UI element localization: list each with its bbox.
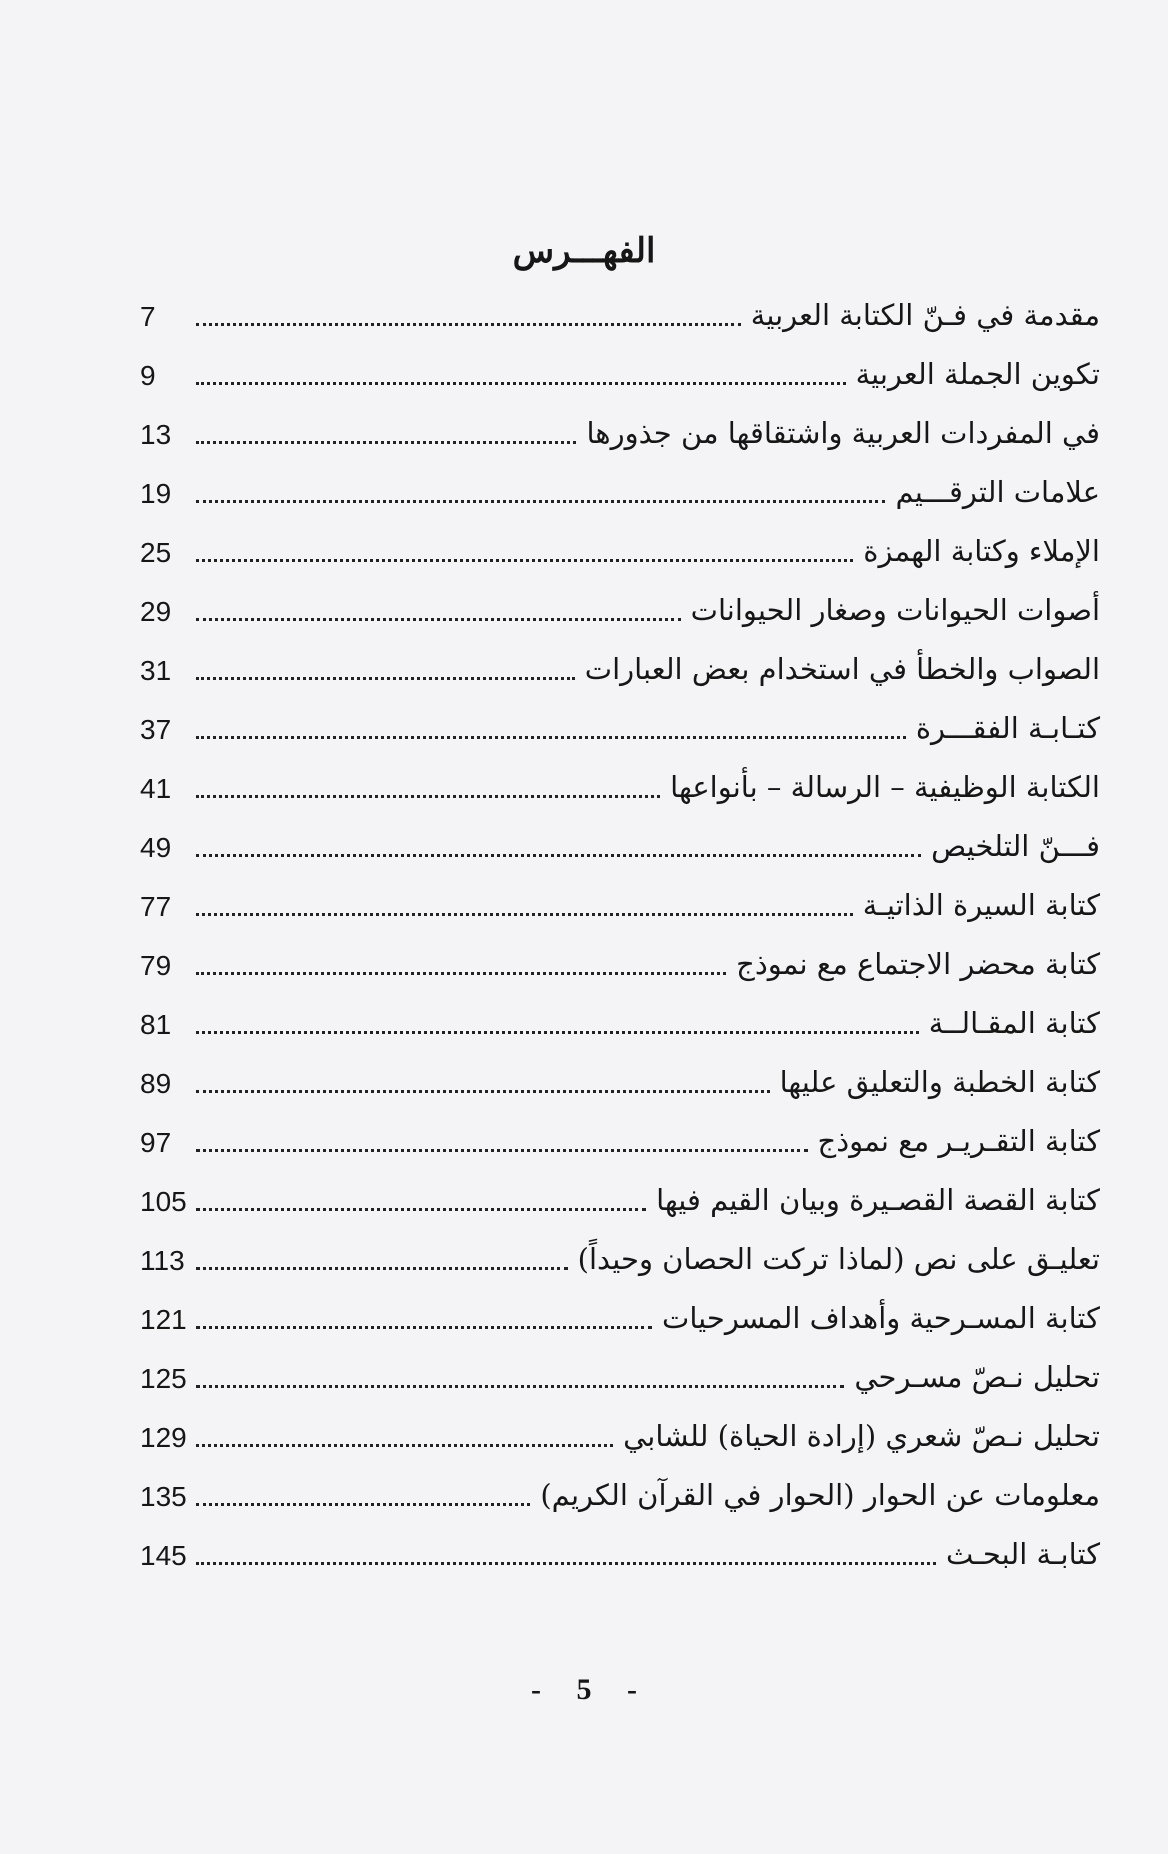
toc-entry-page: 81 bbox=[140, 1009, 172, 1040]
toc-dot-leader bbox=[196, 853, 921, 857]
toc-dot-leader bbox=[196, 676, 575, 680]
toc-entry-page: 13 bbox=[140, 419, 172, 450]
toc-entry-page: 25 bbox=[140, 537, 172, 568]
toc-entry-page: 37 bbox=[140, 714, 172, 745]
toc-dot-leader bbox=[196, 794, 660, 798]
toc-entry-page: 31 bbox=[140, 655, 172, 686]
toc-entry bbox=[140, 1110, 1100, 1169]
toc-entry-label: كتابة محضر الاجتماع مع نموذج bbox=[736, 947, 1100, 981]
toc-entry bbox=[140, 874, 1100, 933]
toc-entry bbox=[140, 1346, 1100, 1405]
toc-dot-leader bbox=[196, 322, 741, 326]
toc-entry bbox=[140, 579, 1100, 638]
toc-entry bbox=[140, 933, 1100, 992]
toc-dot-leader bbox=[196, 912, 853, 916]
toc-entry bbox=[140, 343, 1100, 402]
toc-entry bbox=[140, 461, 1100, 520]
toc-entry-page: 145 bbox=[140, 1540, 187, 1571]
toc-dot-leader bbox=[196, 735, 906, 739]
toc-entry-label: كتابة المقـالــة bbox=[928, 1006, 1100, 1040]
toc-dot-leader bbox=[196, 1561, 936, 1565]
toc-dot-leader bbox=[196, 1089, 770, 1093]
toc-dot-leader bbox=[196, 1266, 568, 1270]
toc-entry-label: فـــنّ التلخيص bbox=[931, 829, 1100, 863]
toc-entry bbox=[140, 1464, 1100, 1523]
toc-dot-leader bbox=[196, 440, 576, 444]
toc-dot-leader bbox=[196, 1502, 530, 1506]
toc-entry-page: 41 bbox=[140, 773, 172, 804]
table-of-contents bbox=[140, 284, 1100, 1582]
toc-entry-label: تحليل نـصّ مسـرحي bbox=[854, 1360, 1100, 1394]
toc-entry-label: تحليل نـصّ شعري (إرادة الحياة) للشابي bbox=[623, 1419, 1100, 1453]
toc-entry-page: 7 bbox=[140, 301, 156, 332]
toc-entry bbox=[140, 284, 1100, 343]
toc-dot-leader bbox=[196, 1325, 652, 1329]
page-title: الفهـــرس bbox=[512, 231, 656, 271]
toc-entry-label: معلومات عن الحوار (الحوار في القرآن الكريم) bbox=[540, 1478, 1100, 1512]
toc-entry-label: أصوات الحيوانات وصغار الحيوانات bbox=[690, 593, 1100, 627]
toc-dot-leader bbox=[196, 381, 846, 385]
toc-entry-page: 79 bbox=[140, 950, 172, 981]
toc-dot-leader bbox=[196, 1207, 646, 1211]
toc-dot-leader bbox=[196, 1443, 613, 1447]
toc-entry bbox=[140, 815, 1100, 874]
toc-entry-label: الكتابة الوظيفية – الرسالة – بأنواعها bbox=[670, 770, 1100, 804]
toc-dot-leader bbox=[196, 1384, 844, 1388]
toc-entry bbox=[140, 1287, 1100, 1346]
toc-entry-label: في المفردات العربية واشتقاقها من جذورها bbox=[586, 416, 1100, 450]
toc-entry-label: تكوين الجملة العربية bbox=[855, 357, 1100, 391]
toc-entry-page: 29 bbox=[140, 596, 172, 627]
toc-entry-label: كتابـة البحـث bbox=[945, 1537, 1100, 1571]
toc-entry-page: 89 bbox=[140, 1068, 172, 1099]
toc-entry-page: 77 bbox=[140, 891, 172, 922]
toc-entry-page: 129 bbox=[140, 1422, 187, 1453]
toc-entry-label: كتابة القصة القصـيرة وبيان القيم فيها bbox=[656, 1183, 1100, 1217]
toc-entry bbox=[140, 1405, 1100, 1464]
toc-entry-page: 97 bbox=[140, 1127, 172, 1158]
toc-entry bbox=[140, 756, 1100, 815]
toc-entry-label: مقدمة في فـنّ الكتابة العربية bbox=[750, 298, 1100, 332]
toc-entry-page: 49 bbox=[140, 832, 172, 863]
toc-dot-leader bbox=[196, 1148, 808, 1152]
toc-dot-leader bbox=[196, 617, 681, 621]
toc-entry bbox=[140, 992, 1100, 1051]
toc-entry bbox=[140, 402, 1100, 461]
toc-entry-page: 125 bbox=[140, 1363, 187, 1394]
toc-entry-label: كتابة السيرة الذاتيـة bbox=[862, 888, 1100, 922]
toc-entry-page: 113 bbox=[140, 1245, 185, 1276]
toc-entry-label: كتابة المسـرحية وأهداف المسرحيات bbox=[662, 1301, 1100, 1335]
page-number: - 5 - bbox=[531, 1673, 637, 1706]
toc-entry bbox=[140, 520, 1100, 579]
toc-entry bbox=[140, 1523, 1100, 1582]
toc-entry-label: الإملاء وكتابة الهمزة bbox=[863, 534, 1100, 568]
toc-entry-page: 121 bbox=[140, 1304, 187, 1335]
toc-dot-leader bbox=[196, 499, 885, 503]
toc-dot-leader bbox=[196, 1030, 919, 1034]
toc-dot-leader bbox=[196, 558, 853, 562]
toc-entry bbox=[140, 1228, 1100, 1287]
toc-entry-label: علامات الترقـــيم bbox=[895, 475, 1100, 509]
toc-entry bbox=[140, 1169, 1100, 1228]
toc-entry-label: تعليـق على نص (لماذا تركت الحصان وحيداً) bbox=[577, 1242, 1100, 1276]
toc-entry-page: 135 bbox=[140, 1481, 187, 1512]
toc-entry-label: الصواب والخطأ في استخدام بعض العبارات bbox=[584, 652, 1100, 686]
toc-entry-page: 19 bbox=[140, 478, 172, 509]
toc-entry-label: كتـابـة الفقـــرة bbox=[915, 711, 1100, 745]
toc-dot-leader bbox=[196, 971, 726, 975]
toc-entry-label: كتابة الخطبة والتعليق عليها bbox=[779, 1065, 1100, 1099]
toc-entry bbox=[140, 638, 1100, 697]
toc-entry-label: كتابة التقـريـر مع نموذج bbox=[817, 1124, 1100, 1158]
toc-entry bbox=[140, 1051, 1100, 1110]
toc-entry bbox=[140, 697, 1100, 756]
toc-entry-page: 9 bbox=[140, 360, 156, 391]
toc-entry-page: 105 bbox=[140, 1186, 187, 1217]
